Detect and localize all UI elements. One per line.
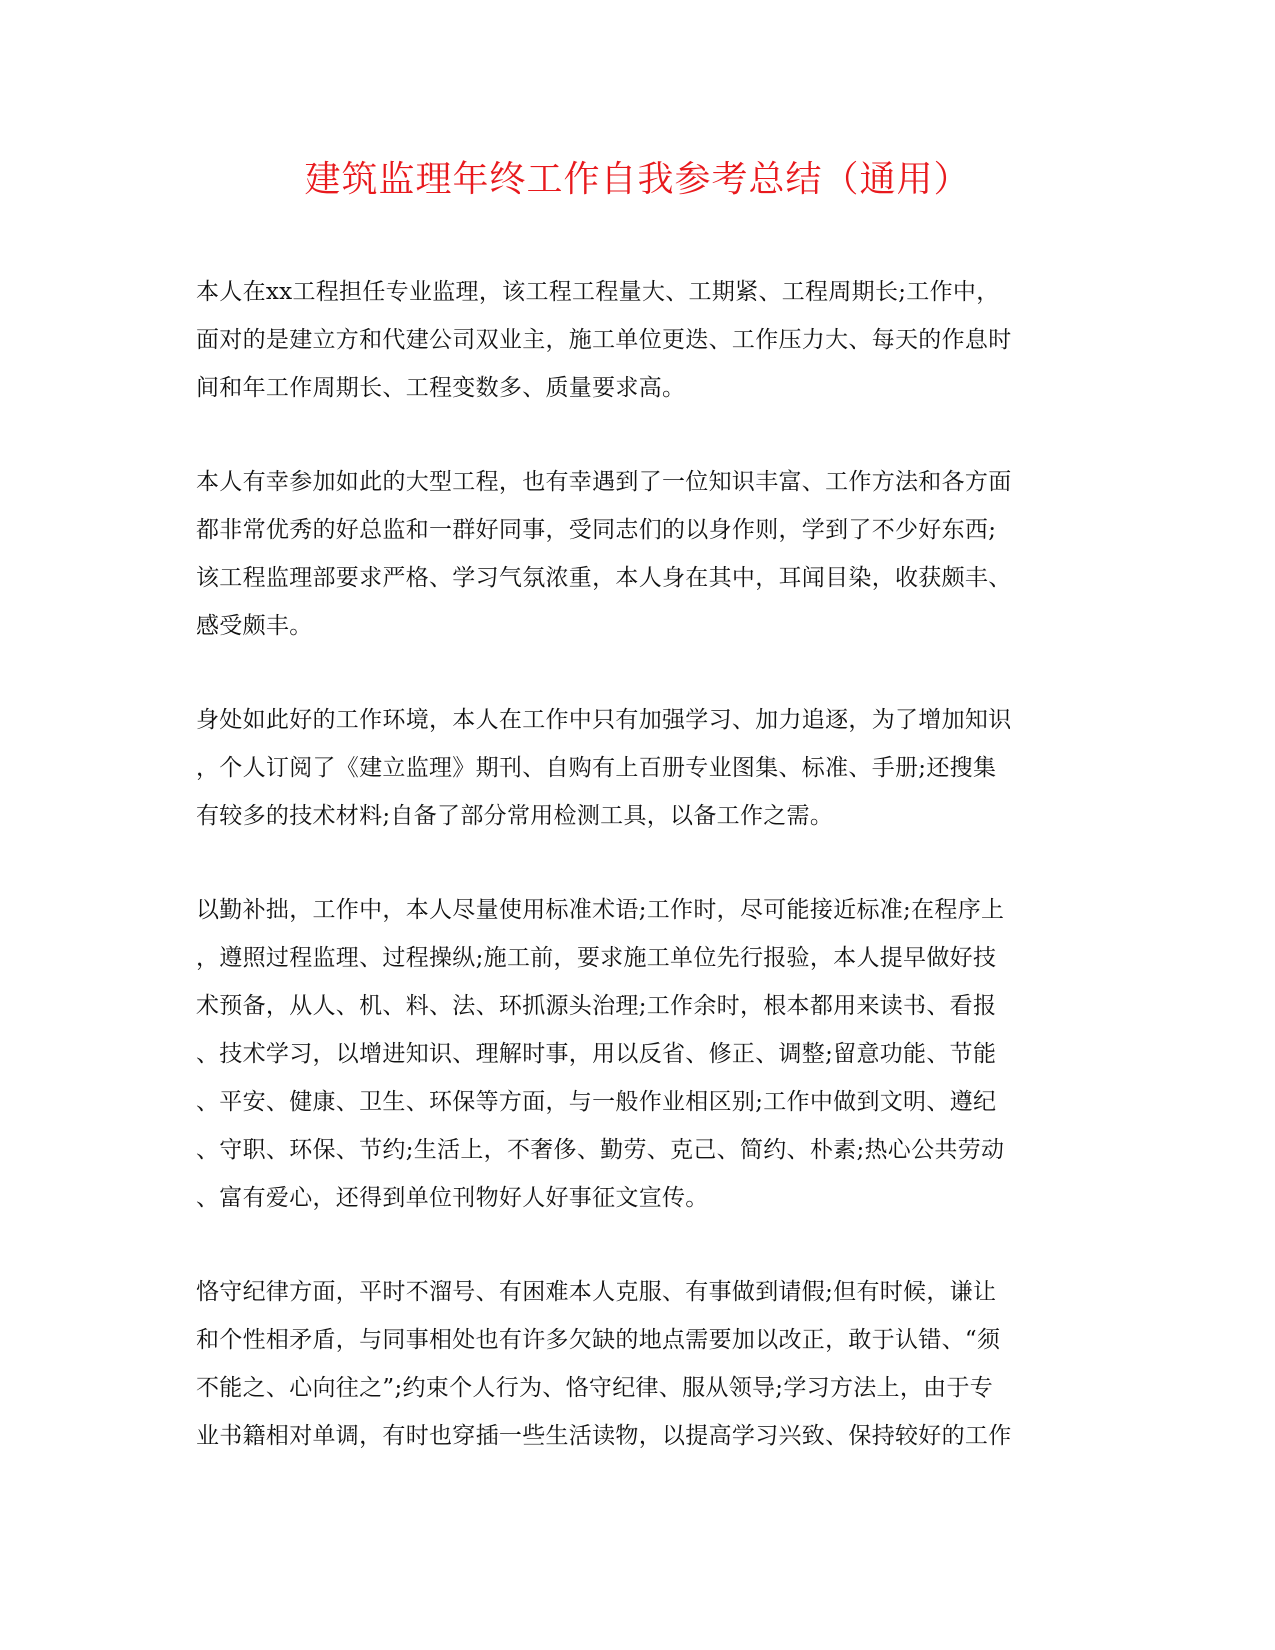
- text-line: 恪守纪律方面，平时不溜号、有困难本人克服、有事做到请假;但有时候，谦让: [196, 1279, 997, 1305]
- text-line: 都非常优秀的好总监和一群好同事，受同志们的以身作则，学到了不少好东西;: [196, 517, 997, 543]
- text-line: 术预备，从人、机、料、法、环抓源头治理;工作余时，根本都用来读书、看报: [196, 993, 997, 1019]
- text-line: 业书籍相对单调，有时也穿插一些生活读物，以提高学习兴致、保持较好的工作: [196, 1423, 1012, 1449]
- paragraph-1: [196, 268, 1076, 412]
- paragraph-3: [196, 696, 1076, 840]
- text-line: 本人有幸参加如此的大型工程，也有幸遇到了一位知识丰富、工作方法和各方面: [196, 469, 1012, 495]
- text-line: 感受颇丰。: [196, 613, 313, 639]
- paragraph-2: [196, 458, 1076, 650]
- text-line: ，个人订阅了《建立监理》期刊、自购有上百册专业图集、标准、手册;还搜集: [196, 755, 997, 781]
- text-line: 以勤补拙，工作中，本人尽量使用标准术语;工作时，尽可能接近标准;在程序上: [196, 897, 1005, 923]
- paragraph-4: [196, 886, 1076, 1222]
- text-line: 、技术学习，以增进知识、理解时事，用以反省、修正、调整;留意功能、节能: [196, 1041, 997, 1067]
- text-line: 间和年工作周期长、工程变数多、质量要求高。: [196, 375, 686, 401]
- text-line: 不能之、心向往之”;约束个人行为、恪守纪律、服从领导;学习方法上，由于专: [196, 1375, 994, 1401]
- text-line: ，遵照过程监理、过程操纵;施工前，要求施工单位先行报验，本人提早做好技: [196, 945, 997, 971]
- text-line: 和个性相矛盾，与同事相处也有许多欠缺的地点需要加以改正，敢于认错、“须: [196, 1327, 1001, 1353]
- text-line: 本人在xx工程担任专业监理，该工程工程量大、工期紧、工程周期长;工作中，: [196, 279, 1000, 305]
- text-line: 、平安、健康、卫生、环保等方面，与一般作业相区别;工作中做到文明、遵纪: [196, 1089, 997, 1115]
- text-line: 该工程监理部要求严格、学习气氛浓重，本人身在其中，耳闻目染，收获颇丰、: [196, 565, 1012, 591]
- paragraph-5: [196, 1268, 1076, 1460]
- text-line: 身处如此好的工作环境，本人在工作中只有加强学习、加力追逐，为了增加知识: [196, 707, 1012, 733]
- document-body: [196, 268, 1076, 1506]
- document-title: 建筑监理年终工作自我参考总结（通用）: [304, 159, 971, 200]
- text-line: 、守职、环保、节约;生活上，不奢侈、勤劳、克己、简约、朴素;热心公共劳动: [196, 1137, 1005, 1163]
- text-line: 面对的是建立方和代建公司双业主，施工单位更迭、工作压力大、每天的作息时: [196, 327, 1012, 353]
- text-line: 有较多的技术材料;自备了部分常用检测工具，以备工作之需。: [196, 803, 834, 829]
- text-line: 、富有爱心，还得到单位刊物好人好事征文宣传。: [196, 1185, 709, 1211]
